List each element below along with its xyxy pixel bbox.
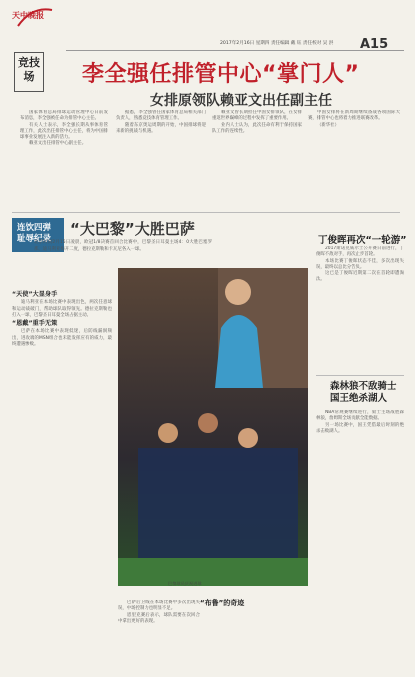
paragraph: 另一场比赛中，国王凭借最后时刻的绝杀击败湖人。 (316, 422, 404, 434)
paragraph: 赖亚文出任排管中心副主任。 (29, 141, 87, 147)
paragraph: 中国女排将在新周期继续备战各项国际大赛，排管中心也将着力推进联赛改革。 (308, 110, 400, 122)
paragraph: 巴萨在本场比赛中表现低迷，后防线漏洞频出，进攻端的MSN组合也未能发挥应有的威力，最终遭遇惨败。 (12, 329, 112, 348)
paragraph: 2017斯诺克威尔士公开赛日前进行，丁俊晖不敌对手，再次止步首轮。 (316, 246, 404, 258)
header-rule (66, 50, 404, 51)
section-label: 竞技场 (14, 52, 44, 92)
article-column-2 (116, 110, 206, 208)
paragraph: 有关人士表示，李全强长期从事体育管理工作，此次出任排管中心主任，将为中国排球事业发展注入新的活力。 (20, 122, 108, 141)
paragraph: 恩里克赛后表示，球队需要在次回合中拿出更好的表现。 (118, 612, 200, 624)
feature-column-1 (12, 290, 112, 590)
article-column-1 (20, 110, 108, 208)
paragraph: 巴萨后卫线在本场比赛中多次出现失误，中场控制力也明显不足。 (118, 600, 200, 612)
paragraph: 迪马利亚在本场比赛中表现出色，两次任意球和运动战破门，帮助球队取得领先。德拉克斯勒也打入一球，巴黎圣日耳曼全场占据主动。 (12, 300, 112, 318)
feature-subtitle: “布鲁”的奇迹 (200, 599, 245, 607)
side-divider (316, 375, 404, 376)
match-photo (118, 268, 308, 586)
article-column-4 (308, 110, 400, 208)
paragraph: 随着东京奥运周期的开始，中国排球将迎来新的挑战与机遇。 (116, 122, 206, 134)
logo-text: 天中晚报 (12, 10, 44, 20)
page-number: A15 (360, 37, 389, 52)
photo-caption: 巴黎球员庆祝进球 (168, 581, 202, 586)
section-divider (12, 212, 400, 213)
article-column-3 (212, 110, 302, 208)
side-title-2: 森林狼不敌骑士 国王绝杀湖人 (330, 381, 397, 404)
side-column-1 (316, 246, 404, 366)
paragraph: 据悉，李全强曾任国家体育总局相关部门负责人，熟悉竞技体育管理工作。 (116, 110, 206, 122)
paragraph: 国家体育总局排球运动管理中心日前发布消息，李全强被任命为排管中心主任。 (20, 110, 108, 122)
feature-intro: 北京时间2月15日凌晨，欧冠1/8决赛首回合比赛中，巴黎圣日耳曼主场4：0大胜巴塞罗那，迪马利亚梅开二度，德拉克斯勒和卡瓦尼各入一球。 (34, 240, 212, 252)
paragraph: 本场比赛丁俊晖状态不佳，多次出现失误，最终以总比分告负。 (316, 258, 404, 270)
feature-tag: 连饮四弹耻辱纪录 (12, 218, 64, 252)
feature-column-2 (118, 600, 200, 670)
paragraph: NBA常规赛继续进行，骑士主场战胜森林狼，詹姆斯全场贡献全能数据。 (316, 410, 404, 422)
subheadline: 女排原领队赖亚文出任副主任 (150, 93, 332, 109)
section-heading: “恩戴”重手无策 (12, 320, 58, 328)
dateline: 2017年2月16日 星期四 责任编辑 戴 钰 责任校对 吴 洪 (220, 41, 334, 46)
side-title-1: 丁俊晖再次“一轮游” (318, 235, 407, 246)
side-column-2 (316, 410, 404, 670)
section-heading: “天使”大显身手 (12, 291, 58, 298)
paragraph: 赖亚文曾长期担任中国女排领队，在女排重返世界巅峰的过程中发挥了重要作用。 (212, 110, 302, 122)
paragraph: 这已是丁俊晖近期第二次在首轮即遭淘汰。 (316, 271, 404, 283)
paragraph: （新华社） (317, 122, 339, 128)
headline: 李全强任排管中心“掌门人” (82, 62, 360, 87)
paragraph: 业内人士认为，此次任命有利于保持国家队工作的连续性。 (212, 122, 302, 134)
feature-title: “大巴黎”大胜巴萨 (70, 220, 195, 238)
